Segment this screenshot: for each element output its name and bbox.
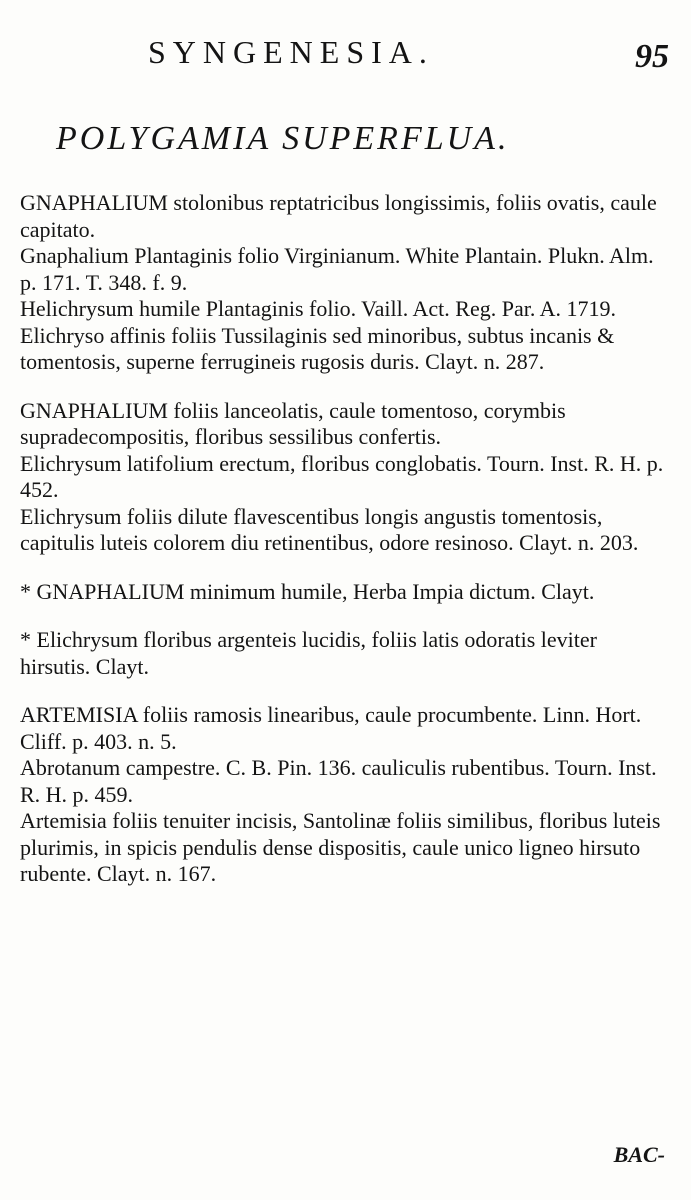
running-head: SYNGENESIA. <box>148 34 434 70</box>
entry-line: GNAPHALIUM foliis lanceolatis, caule tomentoso, corymbis supradecompositis, floribus sessilibus confertis. <box>20 397 566 449</box>
entry-line: Elichryso affinis foliis Tussilaginis sed minoribus, subtus incanis & tomentosis, superne ferrugineis rugosis duris. Clayt. n. 287. <box>20 322 615 374</box>
catchword: BAC- <box>613 1142 665 1167</box>
text-body <box>20 190 672 910</box>
entry <box>20 702 672 888</box>
entry-line: ARTEMISIA foliis ramosis linearibus, caule procumbente. Linn. Hort. Cliff. p. 403. n. 5. <box>20 702 642 754</box>
entry-line: * GNAPHALIUM minimum humile, Herba Impia dictum. Clayt. <box>20 578 595 604</box>
entry-line: Elichrysum latifolium erectum, floribus conglobatis. Tourn. Inst. R. H. p. 452. <box>20 450 664 502</box>
section-title: POLYGAMIA SUPERFLUA. <box>56 120 510 157</box>
page-number: 95 <box>635 38 669 75</box>
entry <box>20 190 672 376</box>
entry <box>20 398 672 557</box>
entry-line: Elichrysum foliis dilute flavescentibus longis angustis tomentosis, capitulis luteis colorem diu retinentibus, odore resinoso. Clayt. n. 203. <box>20 503 639 555</box>
entry-line: Abrotanum campestre. C. B. Pin. 136. cauliculis rubentibus. Tourn. Inst. R. H. p. 459. <box>20 755 657 807</box>
entry-line: * Elichrysum floribus argenteis lucidis, foliis latis odoratis leviter hirsutis. Clayt. <box>20 627 597 679</box>
entry-line: GNAPHALIUM stolonibus reptatricibus longissimis, foliis ovatis, caule capitato. <box>20 190 657 242</box>
page-header <box>0 30 691 80</box>
entry-line: Helichrysum humile Plantaginis folio. Vaill. Act. Reg. Par. A. 1719. <box>20 296 616 321</box>
entry-line: Gnaphalium Plantaginis folio Virginianum. White Plantain. Plukn. Alm. p. 171. T. 348. f. 9. <box>20 243 654 295</box>
entry <box>20 579 672 606</box>
entry <box>20 627 672 680</box>
entry-line: Artemisia foliis tenuiter incisis, Santolinæ foliis similibus, floribus luteis plurimis, in spicis pendulis dense dispositis, caule unico ligneo hirsuto rubente. Clayt. n. 167. <box>20 808 661 886</box>
